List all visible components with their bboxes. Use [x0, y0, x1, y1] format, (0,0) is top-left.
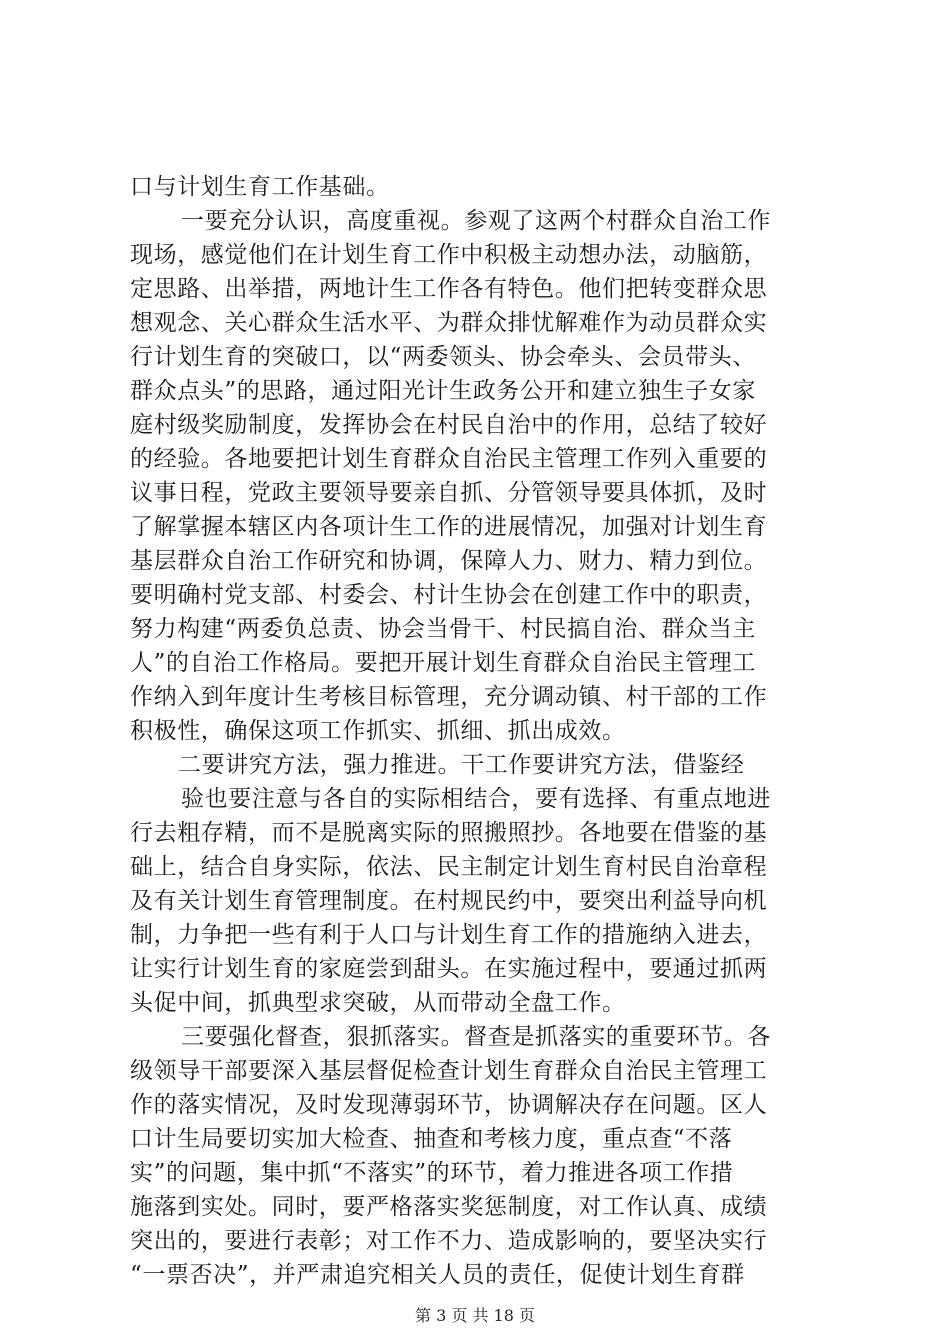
text-line: 施落到实处。同时，要严格落实奖惩制度，对工作认真、成绩: [130, 1194, 768, 1220]
text-line: 议事日程，党政主要领导要亲自抓、分管领导要具体抓，及时: [130, 480, 768, 506]
text-line: 努力构建“两委负总责、协会当骨干、村民搞自治、群众当主: [130, 616, 756, 642]
text-line: 基层群众自治工作研究和协调，保障人力、财力、精力到位。: [130, 548, 768, 574]
text-line: 验也要注意与各自的实际相结合，要有选择、有重点地进: [181, 786, 771, 812]
text-line: 作纳入到年度计生考核目标管理，充分调动镇、村干部的工作: [130, 684, 768, 710]
text-line: 及有关计划生育管理制度。在村规民约中，要突出利益导向机: [130, 888, 768, 914]
text-line: 作的落实情况，及时发现薄弱环节，协调解决存在问题。区人: [130, 1092, 768, 1118]
page-number-footer: 第 3 页 共 18 页: [415, 1306, 535, 1325]
text-line: 突出的，要进行表彰；对工作不力、造成影响的，要坚决实行: [130, 1228, 768, 1254]
text-line: 积极性，确保这项工作抓实、抓细、抓出成效。: [130, 718, 626, 744]
text-line: 制，力争把一些有利于人口与计划生育工作的措施纳入进去，: [130, 922, 768, 948]
text-line: 让实行计划生育的家庭尝到甜头。在实施过程中，要通过抓两: [130, 956, 768, 982]
text-line: “一票否决”，并严肃追究相关人员的责任，促使计划生育群: [130, 1262, 745, 1288]
paragraph-start-line: 一要充分认识，高度重视。参观了这两个村群众自治工作: [181, 208, 771, 234]
text-line: 口计生局要切实加大检查、抽查和考核力度，重点查“不落: [130, 1126, 733, 1152]
text-line: 实”的问题，集中抓“不落实”的环节，着力推进各项工作措: [130, 1160, 734, 1186]
text-line: 想观念、关心群众生活水平、为群众排忧解难作为动员群众实: [130, 310, 768, 336]
text-line: 定思路、出举措，两地计生工作各有特色。他们把转变群众思: [130, 276, 768, 302]
text-line: 口与计划生育工作基础。: [130, 174, 390, 200]
text-line: 的经验。各地要把计划生育群众自治民主管理工作列入重要的: [130, 446, 768, 472]
paragraph-start-line: 二要讲究方法，强力推进。干工作要讲究方法，借鉴经: [178, 752, 745, 778]
text-line: 础上，结合自身实际，依法、民主制定计划生育村民自治章程: [130, 854, 768, 880]
text-line: 了解掌握本辖区内各项计生工作的进展情况，加强对计划生育: [130, 514, 768, 540]
text-line: 人”的自治工作格局。要把开展计划生育群众自治民主管理工: [130, 650, 756, 676]
text-line: 行计划生育的突破口，以“两委领头、协会牵头、会员带头、: [130, 344, 756, 370]
text-line: 庭村级奖励制度，发挥协会在村民自治中的作用，总结了较好: [130, 412, 768, 438]
text-line: 级领导干部要深入基层督促检查计划生育群众自治民主管理工: [130, 1058, 768, 1084]
text-line: 行去粗存精，而不是脱离实际的照搬照抄。各地要在借鉴的基: [130, 820, 768, 846]
text-line: 头促中间，抓典型求突破，从而带动全盘工作。: [130, 990, 626, 1016]
text-line: 现场，感觉他们在计划生育工作中积极主动想办法，动脑筋，: [130, 242, 768, 268]
paragraph-start-line: 三要强化督查，狠抓落实。督查是抓落实的重要环节。各: [181, 1024, 771, 1050]
text-line: 群众点头”的思路，通过阳光计生政务公开和建立独生子女家: [130, 378, 756, 404]
text-line: 要明确村党支部、村委会、村计生协会在创建工作中的职责，: [130, 582, 768, 608]
